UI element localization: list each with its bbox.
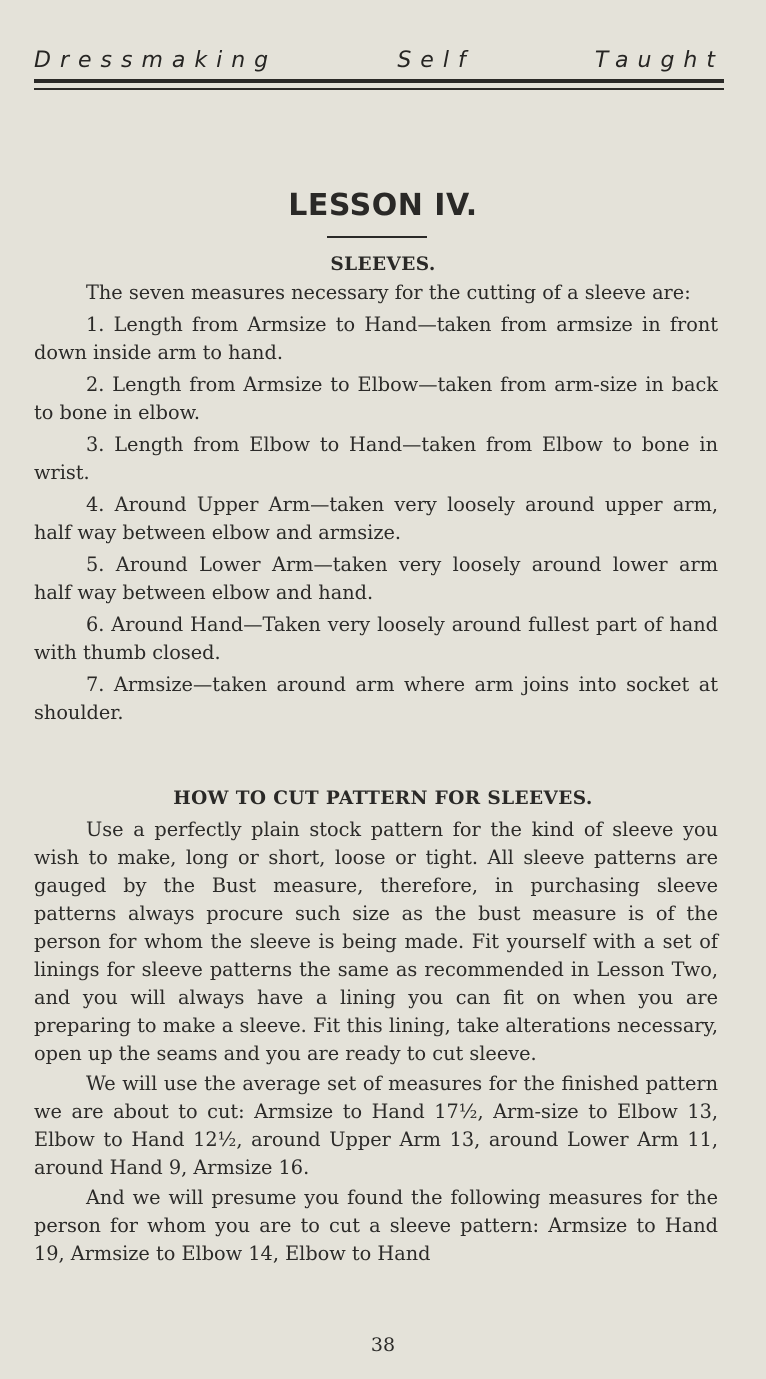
running-head-word: Self (397, 48, 475, 73)
running-head-word: Taught (594, 48, 724, 73)
page-number: 38 (370, 1334, 396, 1356)
list-item: 5. Around Lower Arm—taken very loosely around lower arm half way between elbow and hand. (34, 553, 718, 604)
list-item: 1. Length from Armsize to Hand—taken from armsize in front down inside arm to hand. (34, 313, 718, 364)
section-body-sleeves (34, 279, 718, 731)
paragraph: And we will presume you found the following measures for the person for whom you are to cut a sleeve pattern: Armsize to Hand 19, Armsize to Elbow 14, Elbow to Hand (34, 1186, 718, 1265)
section-body-cut-pattern (34, 816, 718, 1270)
title-divider (327, 236, 427, 238)
section-heading-cut-pattern: HOW TO CUT PATTERN FOR SLEEVES. (173, 788, 593, 809)
running-head-word: Dressmaking (34, 48, 278, 73)
lesson-title: LESSON IV. (288, 188, 478, 223)
paragraph: Use a perfectly plain stock pattern for the kind of sleeve you wish to make, long or short, loose or tight. All sleeve patterns are gauged by the Bust measure, therefore, in purchasing sleeve patterns always procure such size as the bust measure is of the person for whom the sleeve is being made. Fit yourself with a set of linings for sleeve patterns the same as recommended in Lesson Two, and you will always have a lining you can fit on when you are preparing to make a sleeve. Fit this lining, take alterations necessary, open up the seams and you are ready to cut sleeve. (34, 818, 718, 1065)
list-item: 6. Around Hand—Taken very loosely around fullest part of hand with thumb closed. (34, 613, 718, 664)
list-item: 2. Length from Armsize to Elbow—taken from arm-size in back to bone in elbow. (34, 373, 718, 424)
header-rule-thick (34, 79, 724, 83)
list-item: 7. Armsize—taken around arm where arm joins into socket at shoulder. (34, 673, 718, 724)
paragraph: We will use the average set of measures for the finished pattern we are about to cut: Armsize to Hand 17½, Arm-size to Elbow 13, Elbow to Hand 12½, around Upper Arm 13, around Lower Arm 11, around Hand 9, Armsize 16. (34, 1072, 718, 1179)
section-heading-sleeves: SLEEVES. (330, 254, 436, 275)
running-head (34, 48, 724, 73)
list-item: 4. Around Upper Arm—taken very loosely around upper arm, half way between elbow and armsize. (34, 493, 718, 544)
list-item: 3. Length from Elbow to Hand—taken from Elbow to bone in wrist. (34, 433, 718, 484)
paragraph: The seven measures necessary for the cutting of a sleeve are: (86, 281, 691, 304)
header-rule-thin (34, 88, 724, 90)
